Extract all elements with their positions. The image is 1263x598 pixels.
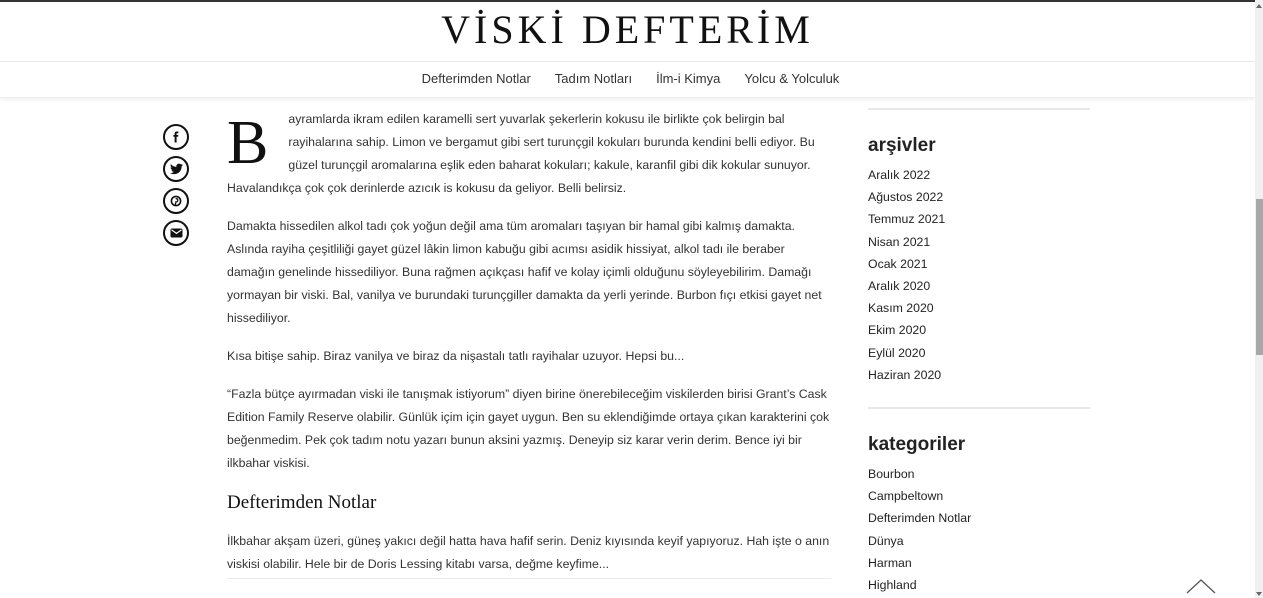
main-nav — [0, 62, 1255, 98]
share-email-button[interactable] — [163, 220, 189, 246]
sidebar-divider — [868, 108, 1090, 110]
article-paragraph-1: B ayramlarda ikram edilen karamelli sert yuvarlak şekerlerin kokusu ile birlikte çok belirgin bal rayihalarına sahip. Limon ve bergamut gibi sert turunçgil kokuları burunda kendini belli ediyor. Bu güzel turunçgil aromalarına eşlik eden baharat kokuları; kakule, karanfil gibi dik kokular sunuyor. Havalandıkça çok çok derinlerde azıcık is kokusu da geliyor. Belli belirsiz. — [227, 109, 815, 195]
archive-link[interactable]: Aralık 2022 — [868, 168, 931, 182]
article-content — [227, 108, 831, 591]
share-twitter-button[interactable] — [163, 156, 189, 182]
category-link[interactable]: Defterimden Notlar — [868, 511, 972, 526]
archive-link[interactable]: Eylül 2020 — [868, 345, 926, 360]
archive-link[interactable]: Temmuz 2021 — [868, 212, 946, 227]
category-link[interactable]: Bourbon — [868, 467, 915, 482]
archive-link[interactable]: Haziran 2020 — [868, 367, 942, 382]
facebook-icon — [170, 131, 182, 143]
category-link[interactable]: Dünya — [868, 533, 904, 548]
categories-title: kategoriler — [868, 434, 966, 456]
archive-link[interactable]: Ocak 2021 — [868, 256, 928, 271]
archive-link[interactable]: Aralık 2020 — [868, 279, 931, 294]
nav-item-defterimden-notlar[interactable]: Defterimden Notlar — [421, 71, 531, 86]
scroll-to-top-button[interactable] — [1186, 578, 1216, 594]
email-icon — [170, 228, 183, 238]
categories-widget — [868, 433, 1090, 596]
category-link[interactable]: Harman — [868, 555, 912, 570]
scroll-up-arrow-icon[interactable] — [1256, 4, 1262, 8]
category-link[interactable]: Highland — [868, 578, 917, 593]
article-paragraph-3: Kısa bitişe sahip. Biraz vanilya ve biraz da nişastalı tatlı rayihalar uzuyor. Hepsi bu... — [227, 349, 685, 363]
archive-link[interactable]: Nisan 2021 — [868, 234, 931, 249]
archives-widget — [868, 134, 1090, 386]
category-link[interactable]: Campbeltown — [868, 489, 944, 504]
page-scrollbar[interactable] — [1255, 0, 1263, 598]
archive-link[interactable]: Ağustos 2022 — [868, 190, 944, 205]
nav-item-tadim-notlari[interactable]: Tadım Notları — [554, 71, 633, 86]
scroll-down-arrow-icon[interactable] — [1256, 592, 1262, 596]
section-heading: Defterimden Notlar — [227, 492, 377, 513]
content-divider — [227, 578, 831, 579]
drop-cap: B — [227, 109, 269, 177]
sidebar — [868, 108, 1090, 596]
share-buttons — [163, 124, 190, 252]
site-header — [0, 2, 1255, 62]
share-facebook-button[interactable] — [163, 124, 189, 150]
twitter-icon — [170, 163, 183, 175]
nav-item-yolcu-yolculuk[interactable]: Yolcu & Yolculuk — [744, 71, 840, 86]
section-paragraph: İlkbahar akşam üzeri, güneş yakıcı değil hatta hava hafif serin. Deniz kıyısında keyif yapıyoruz. Hah işte o anın viskisi olabilir. Hele bir de Doris Lessing kitabı varsa, değme keyfime... — [227, 534, 830, 571]
nav-item-ilm-i-kimya[interactable]: İlm-i Kimya — [656, 71, 721, 86]
share-pinterest-button[interactable] — [163, 188, 189, 214]
site-title[interactable]: VİSKİ DEFTERİM — [441, 7, 814, 52]
archive-link[interactable]: Kasım 2020 — [868, 301, 934, 316]
scrollbar-thumb[interactable] — [1256, 199, 1263, 355]
pinterest-icon — [170, 195, 182, 207]
article-paragraph-4: “Fazla bütçe ayırmadan viski ile tanışmak istiyorum” diyen birine önerebileceğim viskilerden birisi Grant’s Cask Edition Family Reserve olabilir. Günlük içim için gayet uygun. Ben su eklendiğimde ortaya çıkan karakterini çok beğenmedim. Pek çok tadım notu yazarı bunun aksini yazmış. Deneyip siz karar verin derim. Bence iyi bir ilkbahar viskisi. — [227, 387, 830, 470]
chevron-up-icon — [1186, 578, 1216, 594]
archive-link[interactable]: Ekim 2020 — [868, 323, 927, 338]
article-paragraph-2: Damakta hissedilen alkol tadı çok yoğun değil ama tüm aromaları taşıyan bir hamal gibi kalmış damakta. Aslında rayiha çeşitliliği gayet güzel lâkin limon kabuğu gibi acımsı asidik hissiyat, alkol tadı ile beraber damağın genelinde hissediliyor. Buna rağmen açıkçası hafif ve kolay içimli olduğunu söyleyebilirim. Damağı yormayan bir viski. Bal, vanilya ve burundaki turunçgiller damakta da yerli yerinde. Burbon fıçı etkisi gayet net hissediliyor. — [227, 219, 822, 325]
sidebar-divider — [868, 407, 1090, 409]
archives-title: arşivler — [868, 135, 936, 156]
